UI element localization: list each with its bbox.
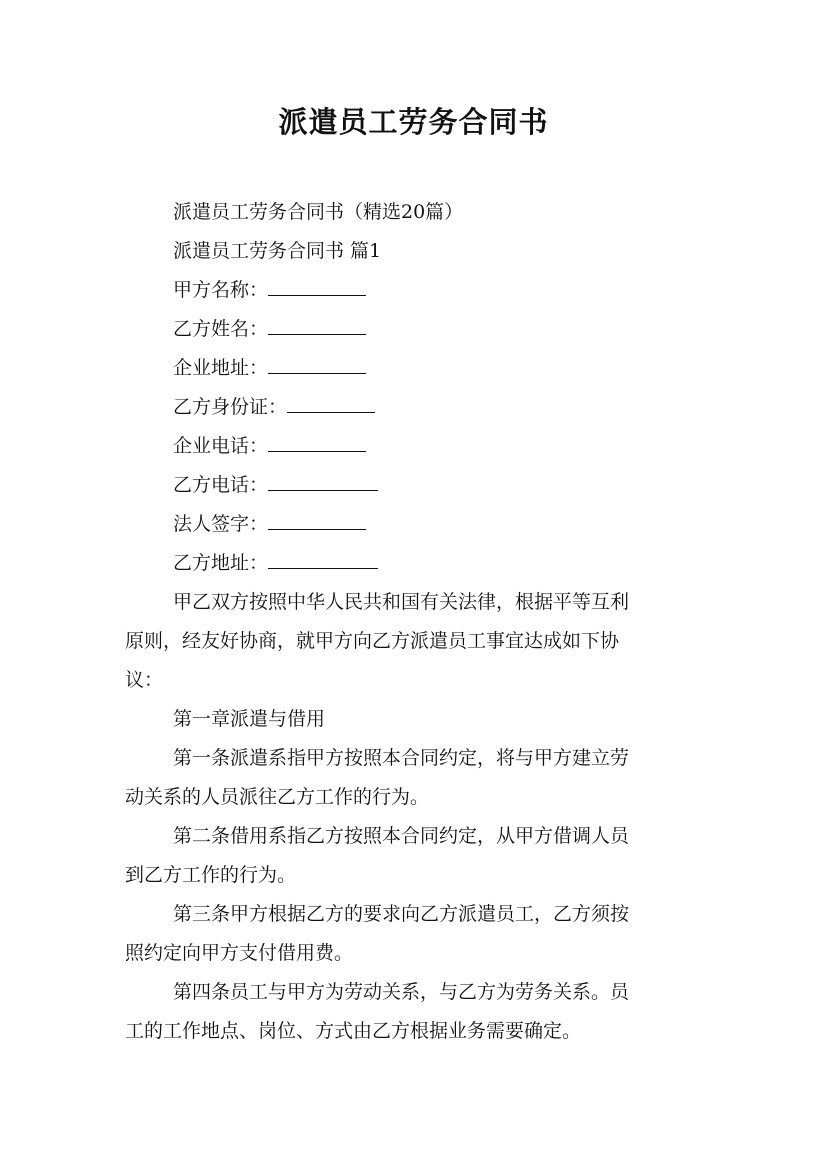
- field-party-b-address: [173, 550, 378, 576]
- chapter-heading: 第一章派遣与借用: [173, 708, 326, 730]
- field-party-b-id: [173, 394, 375, 420]
- paragraph-line: 动关系的人员派往乙方工作的行为。: [125, 786, 430, 808]
- field-party-b-phone: [173, 472, 378, 498]
- field-company-phone: [173, 433, 366, 459]
- blank-line: [287, 394, 375, 413]
- field-label: 法人签字：: [173, 513, 269, 535]
- document-title: 派遣员工劳务合同书: [278, 105, 549, 139]
- paragraph-line: 议：: [125, 669, 164, 691]
- blank-line: [268, 277, 366, 296]
- field-label: 企业地址：: [173, 357, 269, 379]
- paragraph-line: 第四条员工与甲方为劳动关系，与乙方为劳务关系。员: [173, 981, 630, 1003]
- paragraph-line: 到乙方工作的行为。: [125, 864, 297, 886]
- paragraph-line: 第二条借用系指乙方按照本合同约定，从甲方借调人员: [173, 825, 630, 847]
- paragraph-line: 工的工作地点、岗位、方式由乙方根据业务需要确定。: [125, 1020, 582, 1042]
- field-party-a-name: [173, 277, 366, 303]
- blank-line: [268, 433, 366, 452]
- field-company-address: [173, 355, 366, 381]
- blank-line: [268, 511, 366, 530]
- blank-line: [268, 472, 378, 491]
- field-label: 乙方地址：: [173, 552, 269, 574]
- subtitle-line: 派遣员工劳务合同书（精选20篇）: [173, 201, 464, 223]
- field-party-b-name: [173, 316, 366, 342]
- paragraph-line: 照约定向甲方支付借用费。: [125, 942, 354, 964]
- field-label: 乙方身份证：: [173, 396, 288, 418]
- section-heading: 派遣员工劳务合同书 篇1: [173, 240, 382, 262]
- paragraph-line: 甲乙双方按照中华人民共和国有关法律，根据平等互利: [173, 591, 630, 613]
- field-label: 甲方名称：: [173, 279, 269, 301]
- blank-line: [268, 355, 366, 374]
- paragraph-line: 第一条派遣系指甲方按照本合同约定，将与甲方建立劳: [173, 747, 630, 769]
- blank-line: [268, 316, 366, 335]
- blank-line: [268, 550, 378, 569]
- field-legal-signature: [173, 511, 366, 537]
- paragraph-line: 第三条甲方根据乙方的要求向乙方派遣员工，乙方须按: [173, 903, 630, 925]
- paragraph-line: 原则，经友好协商，就甲方向乙方派遣员工事宜达成如下协: [125, 630, 620, 652]
- field-label: 乙方电话：: [173, 474, 269, 496]
- field-label: 乙方姓名：: [173, 318, 269, 340]
- field-label: 企业电话：: [173, 435, 269, 457]
